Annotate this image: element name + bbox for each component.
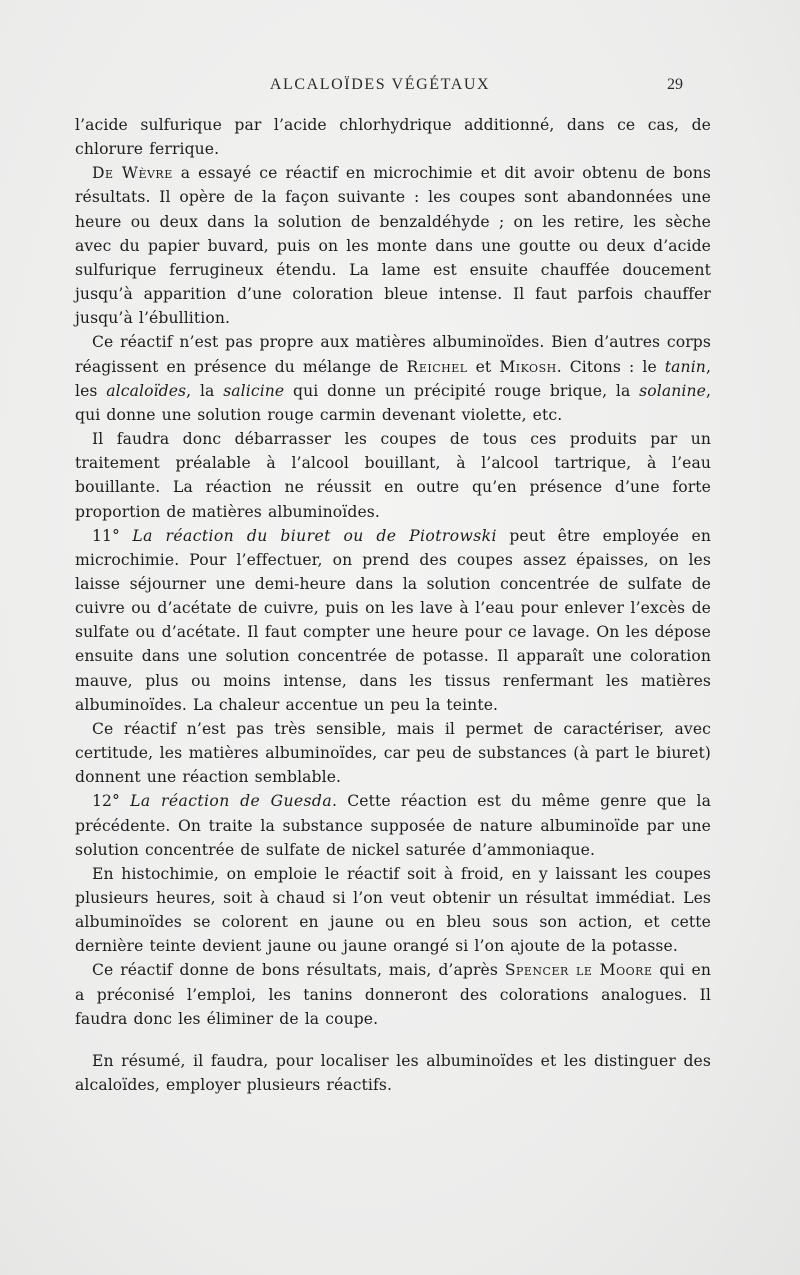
section-number: 11° [92, 526, 133, 545]
italic-term: solanine [639, 381, 706, 400]
italic-term: salicine [223, 381, 285, 400]
paragraph-text: et [467, 357, 500, 376]
paragraph-3 [75, 330, 711, 427]
paragraph-text: , les [75, 357, 711, 400]
italic-term: tanin [664, 357, 706, 376]
paragraph-text: qui en a préconisé l’emploi, les tanins donneront des colorations analogues. Il faudra donc les éliminer de la coupe. [75, 961, 711, 1028]
paragraph-2 [75, 161, 711, 330]
section-11 [75, 524, 711, 717]
author-name: De Wèvre [92, 164, 173, 183]
section-title: La réaction de Guesda [130, 792, 333, 811]
author-name: Mikosh [499, 357, 557, 376]
running-header [0, 76, 800, 98]
paragraph-text: , qui donne une solution rouge carmin devenant violette, etc. [75, 381, 711, 424]
paragraph-9 [75, 958, 711, 1030]
italic-term: alcaloïdes [106, 381, 187, 400]
paragraph-text: Ce réactif n’est pas propre aux matières albuminoïdes. Bien d’autres corps réagissent en présence du mélange de [75, 333, 711, 376]
paragraph-gap [75, 1031, 711, 1049]
paragraph-text: peut être employée en microchimie. Pour l’effectuer, on prend des coupes assez épaisses, on les laisse séjourner une demi-heure dans la solution concentrée de sulfate de cuivre ou d’acétate de cuivre, puis on les lave à l’eau pour enlever l’excès de sulfate ou d’acétate. Il faut compter une heure pour ce lavage. On les dépose ensuite dans une solution concentrée de potasse. Il apparaît une coloration mauve, plus ou moins intense, dans les tissus renfermant les matières albuminoïdes. La chaleur accentue un peu la teinte. [75, 526, 711, 714]
paragraph-text: . Cette réaction est du même genre que la précédente. On traite la substance supposée de nature albuminoïde par une solution concentrée de sulfate de nickel saturée d’ammoniaque. [75, 792, 711, 859]
paragraph-4: Il faudra donc débarrasser les coupes de tous ces produits par un traitement préalable à l’alcool bouillant, à l’alcool tartrique, à l’eau bouillante. La réaction ne réussit en outre qu’en présence d’une forte proportion de matières albuminoïdes. [75, 430, 711, 521]
paragraph-10: En résumé, il faudra, pour localiser les albuminoïdes et les distinguer des alcaloïdes, employer plusieurs réactifs. [75, 1051, 711, 1095]
author-name: Spencer le Moore [504, 961, 653, 980]
author-name: Reichel [406, 357, 468, 376]
paragraph-text: Ce réactif donne de bons résultats, mais, d’après [92, 961, 505, 980]
paragraph-text: . Citons : le [556, 357, 665, 376]
paragraph-1: l’acide sulfurique par l’acide chlorhydrique additionné, dans ce cas, de chlorure ferrique. [75, 116, 711, 159]
paragraph-6: Ce réactif n’est pas très sensible, mais il permet de caractériser, avec certitude, les matières albuminoïdes, car peu de substances (à part le biuret) donnent une réaction semblable. [75, 719, 711, 787]
section-number: 12° [92, 792, 131, 811]
paragraph-text: , la [186, 381, 224, 400]
page-number: 29 [667, 76, 683, 93]
paragraph-text: qui donne un précipité rouge brique, la [284, 381, 640, 400]
section-title: La réaction du biuret ou de Piotrowski [132, 526, 497, 545]
paragraph-text: a essayé ce réactif en microchimie et dit avoir obtenu de bons résultats. Il opère de la façon suivante : les coupes sont abandonnées une heure ou deux dans la solution de benzaldéhyde ; on les retire, les sèche avec du papier buvard, puis on les monte dans une goutte ou deux d’acide sulfurique ferrugineux étendu. La lame est ensuite chauffée doucement jusqu’à apparition d’une coloration bleue intense. Il faut parfois chauffer jusqu’à l’ébullition. [75, 164, 711, 328]
paragraph-8: En histochimie, on emploie le réactif soit à froid, en y laissant les coupes plusieurs heures, soit à chaud si l’on veut obtenir un résultat immédiat. Les albuminoïdes se colorent en jaune ou en bleu sous son action, et cette dernière teinte devient jaune ou jaune orangé si l’on ajoute de la potasse. [75, 864, 711, 956]
header-title: ALCALOÏDES VÉGÉTAUX [269, 76, 491, 93]
section-12 [75, 789, 711, 861]
body-text [75, 113, 711, 1097]
